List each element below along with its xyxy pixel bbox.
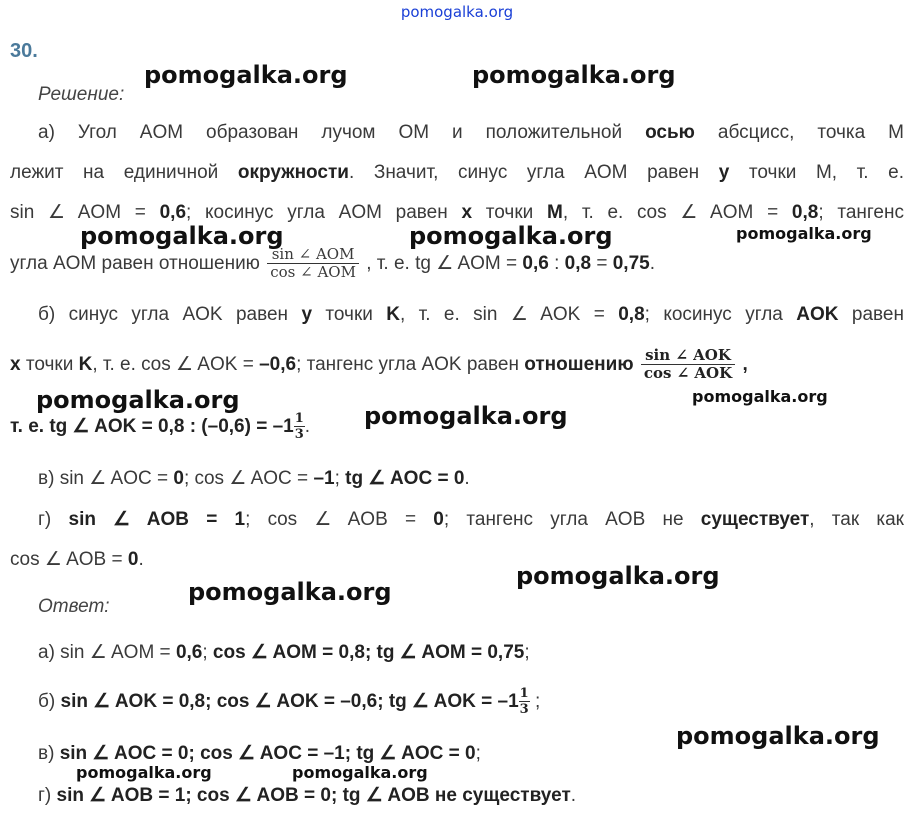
answer-label: Ответ: xyxy=(38,596,110,617)
part-c-line: в) sin ∠ AOC = 0; cos ∠ AOC = –1; tg ∠ AOC = 0. xyxy=(38,468,470,489)
part-a-line-2: лежит на единичной окружности. Значит, синус угла AOM равен y точки M, т. е. xyxy=(10,162,905,183)
part-b-line-1: б) синус угла AOK равен y точки K, т. е. sin ∠ AOK = 0,8; косинус угла AOK равен xyxy=(38,304,904,325)
watermark-top: pomogalka.org xyxy=(400,3,514,21)
part-a-line-1: а) Угол AOM образован лучом OM и положительной осью абсцисс, точка M xyxy=(38,122,904,143)
watermark: pomogalka.org xyxy=(144,61,348,89)
watermark: pomogalka.org xyxy=(76,763,212,782)
watermark: pomogalka.org xyxy=(736,224,872,243)
watermark: pomogalka.org xyxy=(409,222,613,250)
watermark: pomogalka.org xyxy=(292,763,428,782)
part-b-line-2: x точки K, т. е. cos ∠ AOK = –0,6; тангенс угла AOK равен отношению $\frac{\text{sin ∠ AOK}}{\text{cos ∠ AOK}}$ , xyxy=(10,346,748,383)
fraction-sin-cos-aok: $\frac{\text{sin ∠ AOK}}{\text{cos ∠ AOK}}$ xyxy=(641,347,735,382)
part-a-line-4: угла AOM равен отношению $\frac{\text{sin ∠ AOM}}{\text{cos ∠ AOM}}$ , т. е. tg ∠ AOM = 0,6 : 0,8 = 0,75. xyxy=(10,245,655,282)
watermark: pomogalka.org xyxy=(472,61,676,89)
watermark: pomogalka.org xyxy=(516,562,720,590)
solution-label: Решение: xyxy=(38,84,125,105)
task-number: 30. xyxy=(10,40,38,62)
answer-c: в) sin ∠ AOC = 0; cos ∠ AOC = –1; tg ∠ AOC = 0; xyxy=(38,743,481,764)
part-d-line-1: г) sin ∠ AOB = 1; cos ∠ AOB = 0; тангенс угла AOB не существует, так как xyxy=(38,509,904,530)
watermark: pomogalka.org xyxy=(692,387,828,406)
watermark: pomogalka.org xyxy=(364,402,568,430)
fraction-one-third: $\frac{1}{3}$ xyxy=(294,411,304,443)
fraction-sin-cos-aom: $\frac{\text{sin ∠ AOM}}{\text{cos ∠ AOM}}$ xyxy=(267,246,359,281)
answer-a: а) sin ∠ AOM = 0,6; cos ∠ AOM = 0,8; tg ∠ AOM = 0,75; xyxy=(38,642,530,663)
watermark: pomogalka.org xyxy=(188,578,392,606)
part-b-line-3: т. е. tg ∠ AOK = 0,8 : (–0,6) = –1 $\frac{1}{3}$ . xyxy=(10,411,311,443)
watermark: pomogalka.org xyxy=(676,722,880,750)
part-d-line-2: cos ∠ AOB = 0. xyxy=(10,549,144,570)
answer-b: б) sin ∠ AOK = 0,8; cos ∠ AOK = –0,6; tg ∠ AOK = –1 $\frac{1}{3}$ ; xyxy=(38,686,541,718)
watermark: pomogalka.org xyxy=(36,386,240,414)
answer-fraction-one-third: $\frac{1}{3}$ xyxy=(519,686,529,718)
watermark: pomogalka.org xyxy=(80,222,284,250)
part-a-line-3: sin ∠ AOM = 0,6; косинус угла AOM равен x точки M, т. е. cos ∠ AOM = 0,8; тангенс xyxy=(10,202,904,223)
answer-d: г) sin ∠ AOB = 1; cos ∠ AOB = 0; tg ∠ AOB не существует. xyxy=(38,785,577,806)
